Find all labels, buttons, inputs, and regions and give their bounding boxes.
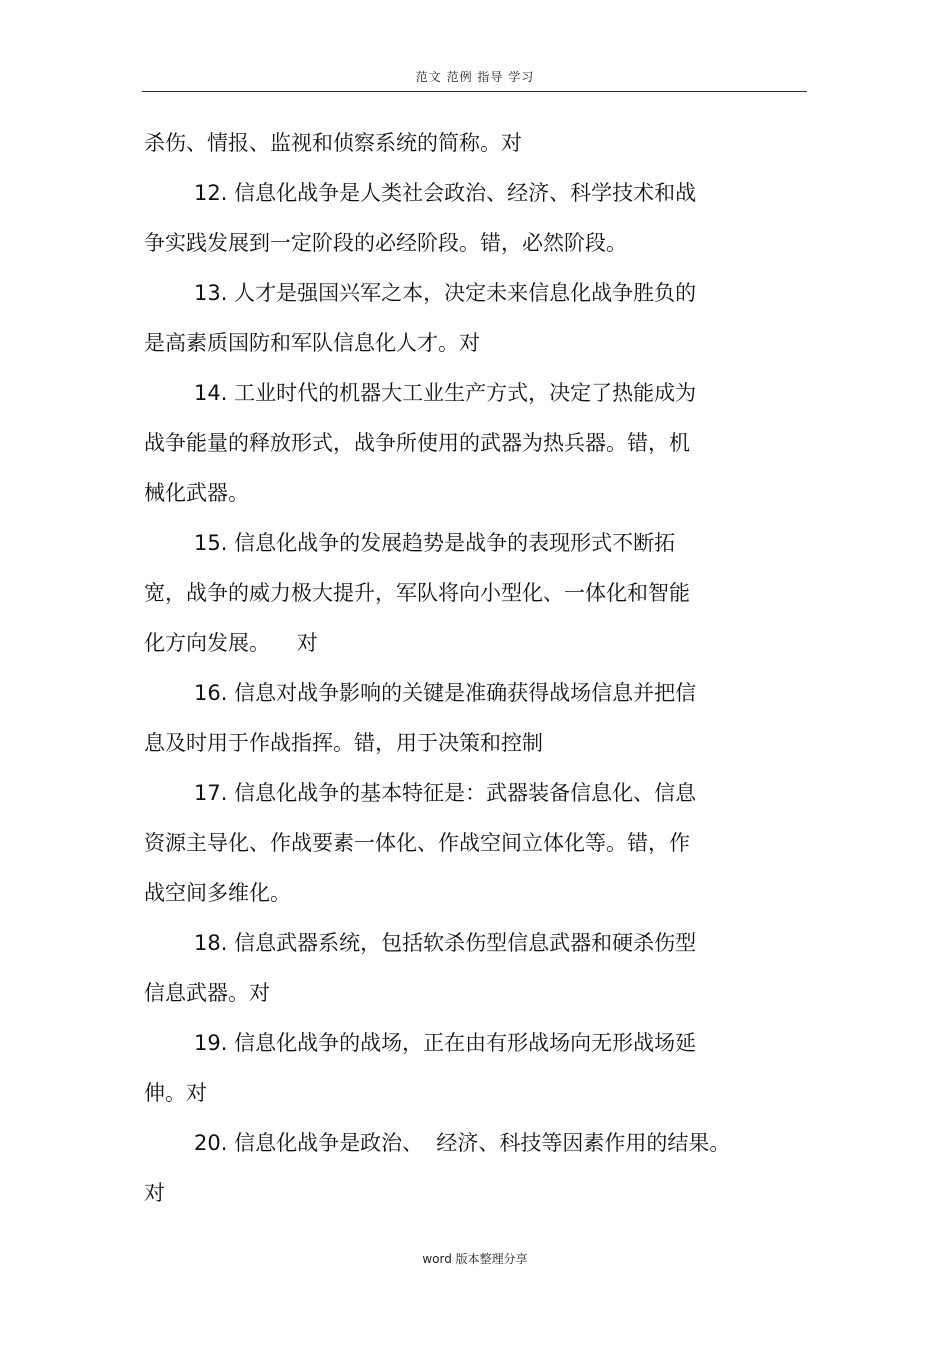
text-line: 对 xyxy=(144,1181,165,1205)
item-20-line: 20. 信息化战争是政治、 经济、科技等因素作用的结果。 xyxy=(194,1131,731,1155)
text-line: 战空间多维化。 xyxy=(144,881,291,905)
text-line: 战争能量的释放形式，战争所使用的武器为热兵器。错，机 xyxy=(144,431,690,455)
item-12-line: 12. 信息化战争是人类社会政治、经济、科学技术和战 xyxy=(194,181,697,205)
header-divider xyxy=(142,91,807,92)
page-footer: word 版本整理分享 xyxy=(422,1252,528,1266)
text-line: 杀伤、情报、监视和侦察系统的简称。对 xyxy=(144,131,522,155)
item-18-line: 18. 信息武器系统，包括软杀伤型信息武器和硬杀伤型 xyxy=(194,931,697,955)
item-13-line: 13. 人才是强国兴军之本，决定未来信息化战争胜负的 xyxy=(194,281,697,305)
item-15-line: 15. 信息化战争的发展趋势是战争的表现形式不断拓 xyxy=(194,531,676,555)
item-16-line: 16. 信息对战争影响的关键是准确获得战场信息并把信 xyxy=(194,681,697,705)
text-line: 息及时用于作战指挥。错，用于决策和控制 xyxy=(144,731,543,755)
text-line: 宽，战争的威力极大提升，军队将向小型化、一体化和智能 xyxy=(144,581,690,605)
item-17-line: 17. 信息化战争的基本特征是：武器装备信息化、信息 xyxy=(194,781,697,805)
page-header: 范文 范例 指导 学习 xyxy=(415,70,535,84)
text-line: 是高素质国防和军队信息化人才。对 xyxy=(144,331,480,355)
text-line: 伸。对 xyxy=(144,1081,207,1105)
text-line: 资源主导化、作战要素一体化、作战空间立体化等。错，作 xyxy=(144,831,690,855)
document-body xyxy=(144,118,804,1218)
item-14-line: 14. 工业时代的机器大工业生产方式，决定了热能成为 xyxy=(194,381,697,405)
text-line: 械化武器。 xyxy=(144,481,249,505)
item-19-line: 19. 信息化战争的战场，正在由有形战场向无形战场延 xyxy=(194,1031,697,1055)
text-line: 化方向发展。 对 xyxy=(144,631,318,655)
text-line: 信息武器。对 xyxy=(144,981,270,1005)
text-line: 争实践发展到一定阶段的必经阶段。错，必然阶段。 xyxy=(144,231,627,255)
